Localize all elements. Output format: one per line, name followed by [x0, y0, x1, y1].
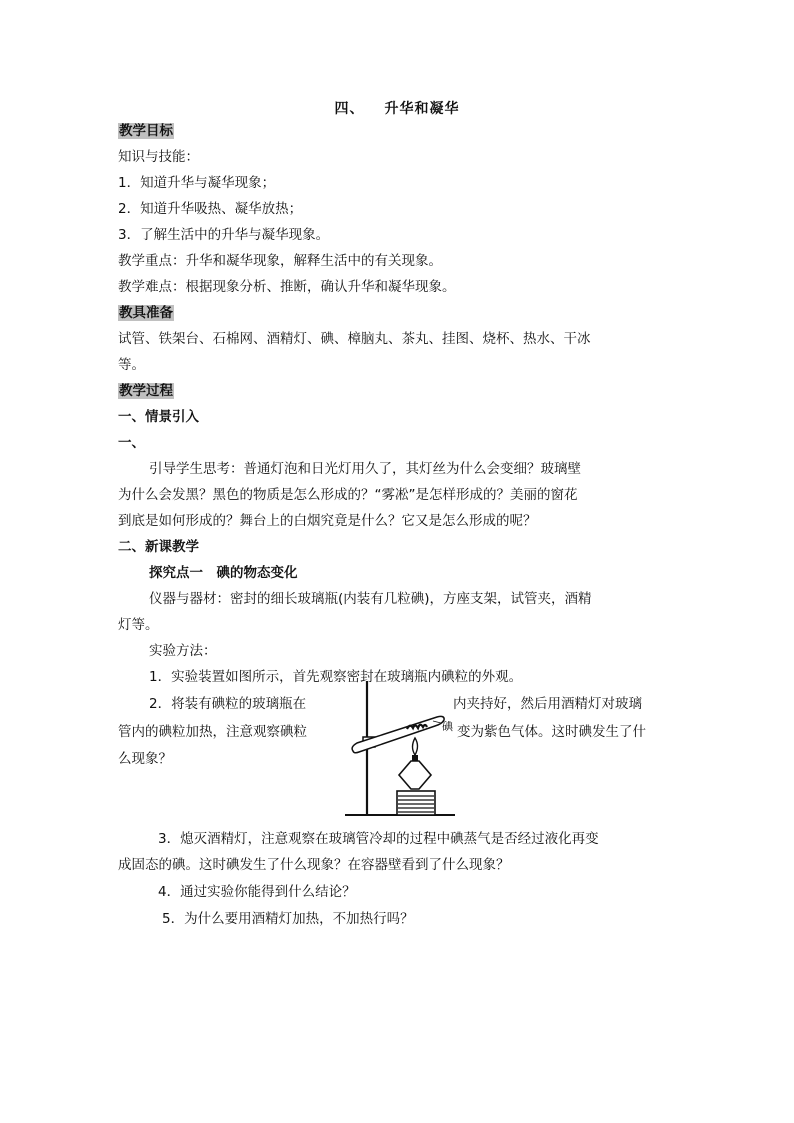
- materials-line: 试管、铁架台、石棉网、酒精灯、碘、樟脑丸、茶丸、挂图、烧杯、热水、干冰: [118, 331, 591, 347]
- difficulty: 教学难点：根据现象分析、推断，确认升华和凝华现象。: [118, 279, 456, 295]
- section-objectives-label: 教学目标: [119, 123, 173, 139]
- title-text: 升华和凝华: [384, 101, 460, 117]
- intro-line: 到底是如何形成的？舞台上的白烟究竟是什么？它又是怎么形成的呢？: [118, 513, 537, 529]
- step2-line-b-right: 变为紫色气体。这时碘发生了什: [457, 724, 646, 740]
- section-process: [118, 381, 174, 401]
- key-point: 教学重点：升华和凝华现象，解释生活中的有关现象。: [118, 253, 442, 269]
- step3-line: 成固态的碘。这时碘发生了什么现象？在容器壁看到了什么现象？: [118, 857, 510, 873]
- section-materials-label: 教具准备: [119, 305, 173, 321]
- equipment-line: 灯等。: [118, 617, 159, 633]
- step5: 5．为什么要用酒精灯加热，不加热行吗？: [162, 911, 414, 927]
- title-number: 四、: [334, 101, 365, 117]
- page-title: [0, 98, 794, 118]
- section-materials: [118, 303, 174, 323]
- section-process-label: 教学过程: [119, 383, 173, 399]
- explore1-heading: 探究点一 碘的物态变化: [149, 565, 298, 581]
- figure-label: 碘: [442, 720, 453, 733]
- alcohol-lamp: [399, 761, 431, 789]
- objective-item: 1．知道升华与凝华现象；: [118, 175, 276, 191]
- step1: 1．实验装置如图所示，首先观察密封在玻璃瓶内碘粒的外观。: [149, 669, 523, 685]
- materials-line: 等。: [118, 357, 145, 373]
- step2-line-b-left: 管内的碘粒加热，注意观察碘粒: [118, 724, 307, 740]
- knowledge-skills: 知识与技能：: [118, 149, 199, 165]
- method-heading: 实验方法：: [149, 643, 217, 659]
- step2-line-c: 么现象？: [118, 751, 172, 767]
- equipment-line: 仪器与器材：密封的细长玻璃瓶(内装有几粒碘)，方座支架，试管夹，酒精: [149, 591, 592, 607]
- section-objectives: [118, 121, 174, 141]
- part1-heading: 一、情景引入: [118, 409, 199, 425]
- flame: [413, 738, 418, 755]
- objective-item: 3．了解生活中的升华与凝华现象。: [118, 227, 330, 243]
- objective-item: 2．知道升华吸热、凝华放热；: [118, 201, 303, 217]
- iodine-apparatus-figure: [345, 663, 460, 818]
- intro-line: 为什么会发黑？黑色的物质是怎么形成的？“雾凇”是怎样形成的？美丽的窗花: [118, 487, 578, 503]
- part1-sub: 一、: [118, 435, 145, 451]
- wick: [412, 755, 418, 761]
- step4: 4．通过实验你能得到什么结论？: [158, 884, 356, 900]
- intro-line: 引导学生思考：普通灯泡和日光灯用久了，其灯丝为什么会变细？玻璃壁: [149, 461, 581, 477]
- step3-line: 3．熄灭酒精灯，注意观察在玻璃管冷却的过程中碘蒸气是否经过液化再变: [158, 831, 599, 847]
- step2-line-a-left: 2．将装有碘粒的玻璃瓶在: [149, 696, 307, 712]
- step2-line-a-right: 内夹持好，然后用酒精灯对玻璃: [453, 696, 642, 712]
- part2-heading: 二、新课教学: [118, 539, 199, 555]
